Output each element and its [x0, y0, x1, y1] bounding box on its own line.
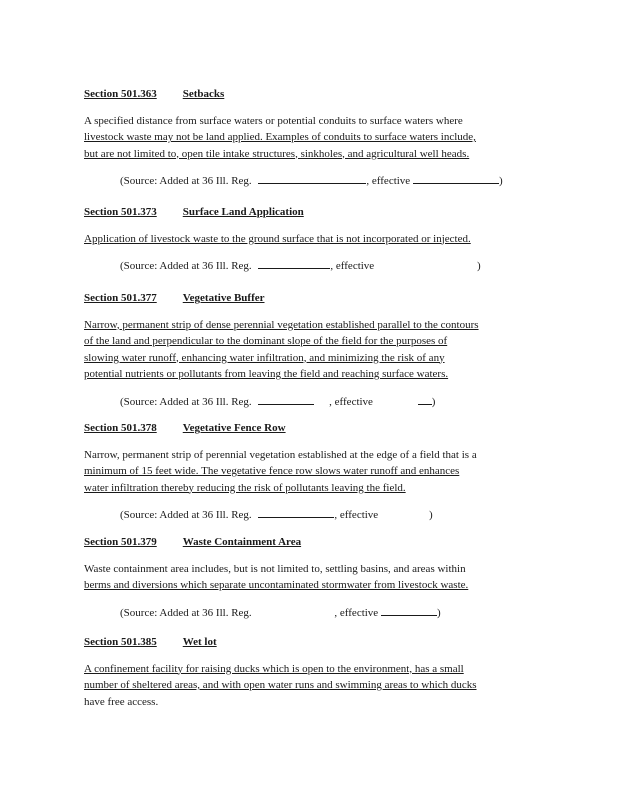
body-line: A confinement facility for raising ducks which is open to the environment, has a small: [84, 662, 464, 675]
section-number: Section 501.378: [84, 422, 157, 434]
source-suffix: ): [436, 606, 441, 619]
source-note: [84, 604, 524, 622]
section-heading: [84, 290, 524, 307]
body-line: of the land and perpendicular to the dominant slope of the field for the purposes of: [84, 335, 448, 347]
body-line: Application of livestock waste to the ground surface that is not incorporated or injected.: [84, 232, 471, 245]
source-suffix: ): [431, 395, 436, 408]
source-prefix: (Source: Added at 36 Ill. Reg.: [120, 260, 252, 272]
section-title: Vegetative Buffer: [182, 292, 265, 304]
section-501-363: [84, 86, 524, 190]
section-heading: [84, 204, 524, 221]
source-effective: , effective: [334, 606, 379, 619]
section-heading: [84, 86, 524, 103]
section-title: Setbacks: [182, 88, 225, 100]
section-body: [84, 317, 524, 383]
source-suffix: ): [428, 509, 433, 521]
source-note: [84, 172, 524, 190]
section-body: [84, 231, 524, 248]
date-blank: [418, 393, 432, 405]
source-note: [84, 257, 524, 275]
body-line: slowing water runoff, enhancing water infiltration, and minimizing the risk of any: [84, 351, 445, 364]
section-body: [84, 661, 524, 711]
section-501-379: [84, 534, 524, 621]
register-blank: [258, 172, 366, 184]
source-prefix: (Source: Added at 36 Ill. Reg.: [120, 395, 252, 408]
section-title: Surface Land Application: [182, 206, 304, 218]
section-number: Section 501.373: [84, 206, 157, 218]
section-501-378: [84, 420, 524, 524]
source-note: [84, 506, 524, 524]
body-line: but are not limited to, open tile intake structures, sinkholes, and agricultural well heads.: [84, 147, 470, 160]
source-prefix: (Source: Added at 36 Ill. Reg.: [120, 606, 252, 619]
date-blank: [381, 604, 437, 616]
source-note: [84, 393, 524, 411]
body-line: Waste containment area includes, but is not limited to, settling basins, and areas within: [84, 562, 466, 575]
section-heading: [84, 420, 524, 437]
register-blank: [258, 257, 330, 269]
section-heading: [84, 534, 524, 551]
section-body: [84, 561, 524, 594]
section-title: Vegetative Fence Row: [182, 422, 286, 434]
body-line: number of sheltered areas, and with open water runs and swimming areas to which ducks: [84, 679, 477, 691]
body-line: Narrow, permanent strip of perennial vegetation established at the edge of a field that is a: [84, 448, 477, 461]
body-line: potential nutrients or pollutants from leaving the field and reaching surface waters.: [84, 368, 449, 380]
source-effective: , effective: [334, 509, 379, 521]
section-501-373: [84, 204, 524, 275]
date-blank: [413, 172, 499, 184]
source-suffix: ): [498, 175, 503, 187]
section-number: Section 501.385: [84, 636, 157, 648]
body-line: A specified distance from surface waters or potential conduits to surface waters where: [84, 114, 463, 127]
body-line: have free access.: [84, 695, 159, 708]
body-line: berms and diversions which separate uncontaminated stormwater from livestock waste.: [84, 579, 469, 591]
body-line: minimum of 15 feet wide. The vegetative fence row slows water runoff and enhances: [84, 465, 460, 477]
section-501-385: [84, 634, 524, 710]
register-blank: [258, 393, 314, 405]
source-effective: , effective: [329, 395, 373, 408]
body-line: Narrow, permanent strip of dense perennial vegetation established parallel to the contours: [84, 318, 479, 331]
register-blank: [258, 506, 334, 518]
section-body: [84, 113, 524, 163]
source-prefix: (Source: Added at 36 Ill. Reg.: [120, 175, 252, 187]
section-title: Wet lot: [182, 636, 217, 648]
section-body: [84, 447, 524, 497]
source-suffix: ): [476, 260, 481, 272]
body-line: water infiltration thereby reducing the risk of pollutants leaving the field.: [84, 481, 406, 494]
section-number: Section 501.363: [84, 88, 157, 100]
section-number: Section 501.377: [84, 292, 157, 304]
section-number: Section 501.379: [84, 536, 157, 548]
section-heading: [84, 634, 524, 651]
body-line: livestock waste may not be land applied. Examples of conduits to surface waters include,: [84, 131, 476, 143]
section-501-377: [84, 290, 524, 410]
source-prefix: (Source: Added at 36 Ill. Reg.: [120, 509, 252, 521]
source-effective: , effective: [366, 175, 411, 187]
source-effective: , effective: [330, 260, 375, 272]
section-title: Waste Containment Area: [182, 536, 302, 548]
